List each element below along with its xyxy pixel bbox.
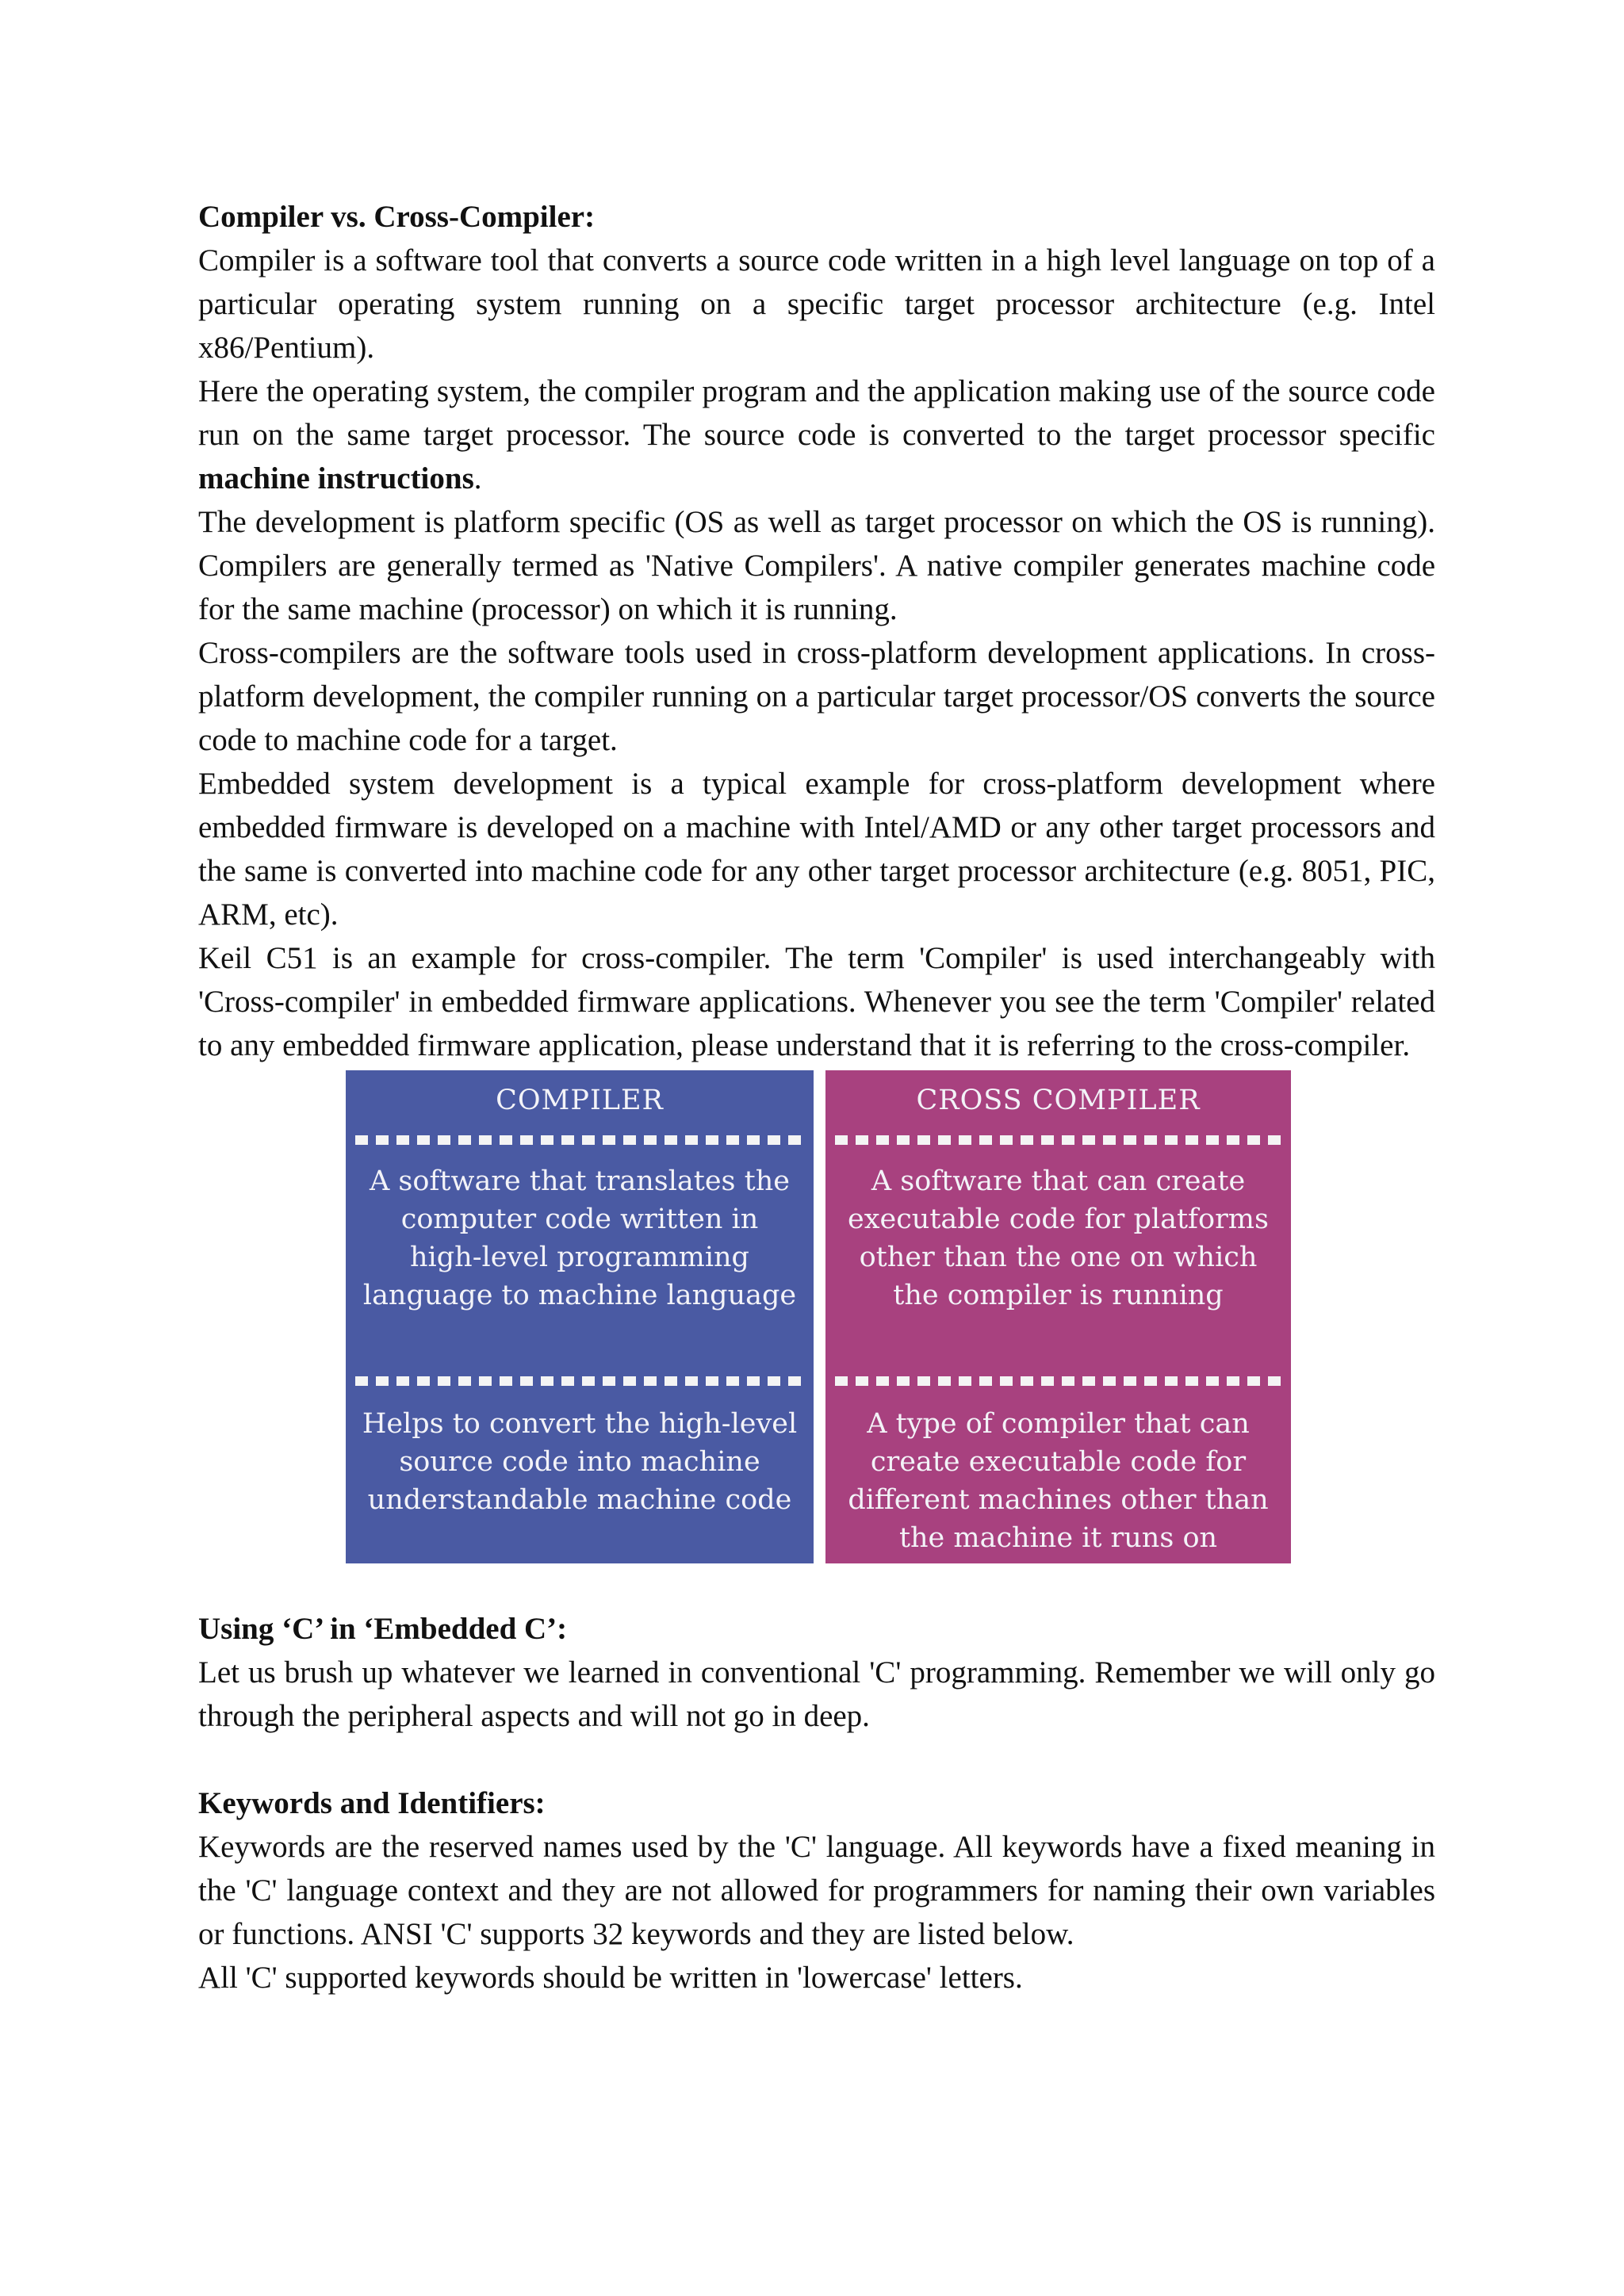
- section-heading-compiler-vs-cross-compiler: Compiler vs. Cross-Compiler:: [198, 200, 596, 234]
- paragraph: Keywords are the reserved names used by the 'C' language. All keywords have a fixed meaning in the 'C' language context and they are not allowed for programmers for naming their own variables or functions. ANSI 'C' supports 32 keywords and they are listed below.: [198, 1830, 1435, 1951]
- cross-compiler-definition: A software that can create executable code for platforms other than the one on which the compiler is running: [848, 1165, 1269, 1311]
- bold-term-machine-instructions: machine instructions: [198, 461, 474, 496]
- paragraph: The development is platform specific (OS as well as target processor on which the OS is running). Compilers are generally termed as 'Native Compilers'. A native compiler generates machine code for the same machine (processor) on which it is running.: [198, 505, 1435, 626]
- spacer: [198, 1563, 1435, 1607]
- section-heading-using-c: Using ‘C’ in ‘Embedded C’:: [198, 1612, 568, 1646]
- paragraph-text: .: [473, 461, 482, 496]
- dotted-divider: [355, 1135, 807, 1145]
- paragraph: Cross-compilers are the software tools used in cross-platform development applications. In cross-platform development, the compiler running on a particular target processor/OS converts the source code to machine code for a target.: [198, 636, 1435, 757]
- paragraph: Let us brush up whatever we learned in conventional 'C' programming. Remember we will only go through the peripheral aspects and will not go in deep.: [198, 1655, 1435, 1733]
- dotted-divider: [835, 1376, 1285, 1386]
- cross-compiler-column: [825, 1070, 1291, 1563]
- compiler-column-title: COMPILER: [496, 1085, 664, 1116]
- section-heading-keywords: Keywords and Identifiers:: [198, 1786, 546, 1820]
- compiler-comparison-figure: [346, 1070, 1291, 1563]
- paragraph: Embedded system development is a typical example for cross-platform development where embedded firmware is developed on a machine with Intel/AMD or any other target processors and the same is converted into machine code for any other target processor architecture (e.g. 8051, PIC, ARM, etc).: [198, 767, 1435, 932]
- compiler-purpose: Helps to convert the high-level source code into machine understandable machine code: [362, 1408, 798, 1516]
- cross-compiler-purpose: A type of compiler that can create executable code for different machines other than the machine it runs on: [848, 1408, 1269, 1554]
- paragraph: [198, 369, 1435, 500]
- compiler-column: [346, 1070, 814, 1563]
- cross-compiler-column-title: CROSS COMPILER: [916, 1085, 1201, 1116]
- spacer: [198, 1738, 1435, 1781]
- compiler-definition: A software that translates the computer code written in high-level programming language to machine language: [362, 1165, 797, 1311]
- paragraph: Compiler is a software tool that converts a source code written in a high level language on top of a particular operating system running on a specific target processor architecture (e.g. Intel x86/Pentium).: [198, 243, 1435, 365]
- dotted-divider: [355, 1376, 807, 1386]
- document-page: [198, 195, 1435, 1999]
- paragraph: Keil C51 is an example for cross-compiler. The term 'Compiler' is used interchangeably with 'Cross-compiler' in embedded firmware applications. Whenever you see the term 'Compiler' related to any embedded firmware application, please understand that it is referring to the cross-compiler.: [198, 941, 1435, 1062]
- dotted-divider: [835, 1135, 1285, 1145]
- paragraph-text: Here the operating system, the compiler program and the application making use of the source code run on the same target processor. The source code is converted to the target processor specific: [198, 374, 1435, 452]
- paragraph: All 'C' supported keywords should be written in 'lowercase' letters.: [198, 1961, 1023, 1995]
